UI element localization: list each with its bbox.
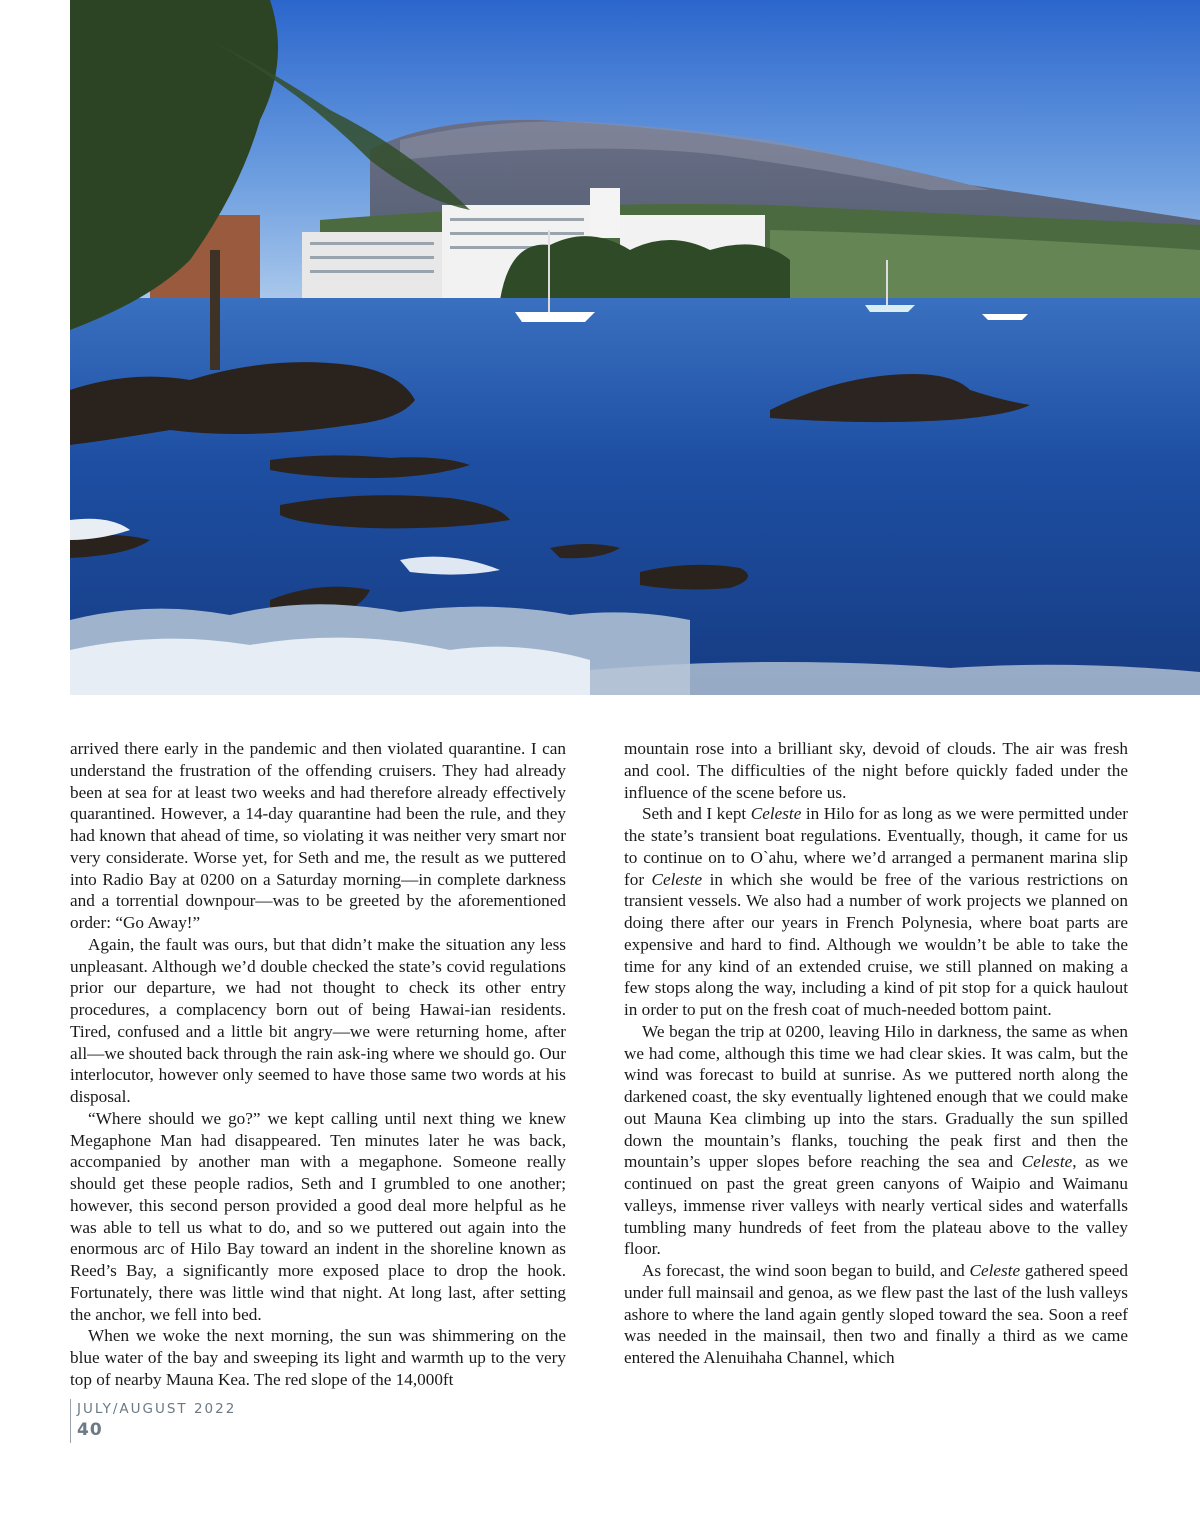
article-paragraph: Seth and I kept Celeste in Hilo for as long as we were permitted under the state’s transient boat regulations. Eventually, though, it came for us to continue on to O`ahu, where we’d arranged a permanent marina slip for Celeste in which she would be free of the various restrictions on transient vessels. We also had a number of work projects we planned on doing there after our years in French Polynesia, where boat parts are expensive and hard to find. Although we wouldn’t be able to take the time for any kind of an extended cruise, we still planned on making a few stops along the way, including a kind of pit stop for a quick haulout in order to put on the fresh coat of much-needed bottom paint.	[624, 804, 1129, 1019]
page-folio	[70, 1399, 236, 1443]
article-paragraph: As forecast, the wind soon began to build, and Celeste gathered speed under full mainsail and genoa, as we flew past the last of the lush valleys ashore to where the land again gently sloped toward the sea. Soon a reef was needed in the mainsail, then two and finally a third as we came entered the Alenuihaha Channel, which	[624, 1261, 1128, 1367]
article-paragraph: We began the trip at 0200, leaving Hilo in darkness, the same as when we had come, although this time we had clear skies. It was calm, but the wind was forecast to build at sunrise. As we puttered north along the darkened coast, the sky eventually lightened enough that we could make out Mauna Kea climbing up into the stars. Gradually the sun spilled down the mountain’s flanks, touching the peak first and then the mountain’s upper slopes before reaching the sea and Celeste, as we continued on past the great green canyons of Waipio and Waimanu valleys, immense river valleys with nearly vertical sides and waterfalls tumbling many hundreds of feet from the plateau above to the valley floor.	[624, 1021, 1128, 1259]
article-paragraph: When we woke the next morning, the sun was shimmering on the blue water of the bay and sweeping its light and warmth up to the very top of nearby Mauna Kea. The red slope of the 14,000ft	[70, 1326, 566, 1389]
article-paragraph: mountain rose into a brilliant sky, devoid of clouds. The air was fresh and cool. The difficulties of the night before quickly faded under the influence of the scene before us.	[624, 739, 1128, 802]
article-column-right	[624, 738, 1128, 1369]
article-column-left	[70, 738, 566, 1391]
article-paragraph: “Where should we go?” we kept calling until next thing we knew Megaphone Man had disappeared. Ten minutes later he was back, accompanied by another man with a megaphone. Someone really should get these people radios, Seth and I grumbled to one another; however, this second person provided a good deal more helpful as he was able to tell us what to do, and so we puttered out again into the enormous arc of Hilo Bay toward an indent in the shoreline known as Reed’s Bay, a significantly more exposed place to drop the hook. Fortunately, there was little wind that night. At long last, after setting the anchor, we fell into bed.	[70, 1108, 566, 1324]
article-paragraph: Again, the fault was ours, but that didn’t make the situation any less unpleasant. Although we’d double checked the state’s covid regulations prior our departure, we had not thought to check its other entry procedures, a complacency born out of being Hawai-ian residents. Tired, confused and a little bit angry—we were returning home, after all—we shouted back through the rain ask-ing where we should go. Our interlocutor, however only seemed to have those same two words at his disposal.	[70, 934, 566, 1106]
issue-date: JULY/AUGUST 2022	[77, 1401, 237, 1417]
page-number: 40	[77, 1420, 103, 1440]
hilo-bay-photo	[70, 0, 1200, 695]
article-paragraph: arrived there early in the pandemic and then violated quarantine. I can understand the frustration of the offending cruisers. They had already been at sea for at least two weeks and had therefore already effectively quarantined. However, a 14-day quarantine had been the rule, and they had known that ahead of time, so violating it was neither very smart nor very considerate. Worse yet, for Seth and me, the result as we puttered into Radio Bay at 0200 on a Saturday morning—in complete darkness and a torrential downpour—was to be greeted by the aforementioned order: “Go Away!”	[70, 739, 566, 932]
